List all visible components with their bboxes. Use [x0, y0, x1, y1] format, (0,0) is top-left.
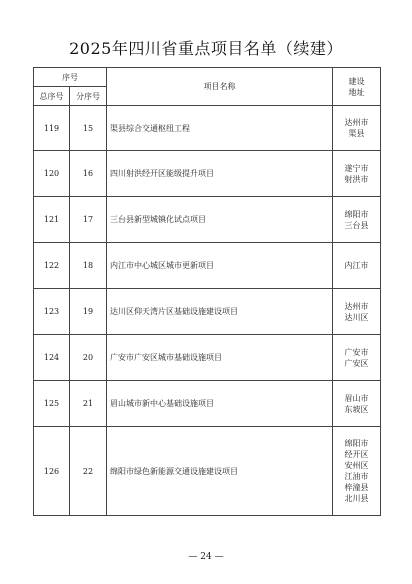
header-total-seq: 总序号: [34, 87, 70, 106]
total-seq-cell: 125: [34, 381, 70, 427]
project-name-cell: 内江市中心城区城市更新项目: [107, 243, 333, 289]
sub-seq-cell: 22: [70, 427, 107, 516]
project-name-cell: 广安市广安区城市基础设施项目: [107, 335, 333, 381]
total-seq-cell: 126: [34, 427, 70, 516]
total-seq-cell: 123: [34, 289, 70, 335]
sub-seq-cell: 15: [70, 106, 107, 151]
project-name-cell: 眉山城市新中心基础设施项目: [107, 381, 333, 427]
header-row-1: [34, 68, 381, 87]
location-cell: 绵阳市 经开区 安州区 江油市 梓潼县 北川县: [333, 427, 381, 516]
header-sub-seq: 分序号: [70, 87, 107, 106]
table-row: [34, 197, 381, 243]
table-row: [34, 151, 381, 197]
total-seq-cell: 120: [34, 151, 70, 197]
table-row: [34, 106, 381, 151]
location-cell: 达州市 达川区: [333, 289, 381, 335]
table-row: [34, 243, 381, 289]
location-cell: 内江市: [333, 243, 381, 289]
sub-seq-cell: 20: [70, 335, 107, 381]
table-row: [34, 381, 381, 427]
header-name: 项目名称: [107, 68, 333, 106]
total-seq-cell: 119: [34, 106, 70, 151]
total-seq-cell: 122: [34, 243, 70, 289]
total-seq-cell: 124: [34, 335, 70, 381]
sub-seq-cell: 18: [70, 243, 107, 289]
location-cell: 广安市 广安区: [333, 335, 381, 381]
header-seq: 序号: [34, 68, 107, 87]
sub-seq-cell: 17: [70, 197, 107, 243]
sub-seq-cell: 16: [70, 151, 107, 197]
project-name-cell: 渠县综合交通枢纽工程: [107, 106, 333, 151]
project-name-cell: 绵阳市绿色新能源交通设施建设项目: [107, 427, 333, 516]
project-name-cell: 四川射洪经开区能级提升项目: [107, 151, 333, 197]
project-name-cell: 达川区仰天湾片区基础设施建设项目: [107, 289, 333, 335]
location-cell: 达州市 渠县: [333, 106, 381, 151]
sub-seq-cell: 21: [70, 381, 107, 427]
table-row: [34, 427, 381, 516]
sub-seq-cell: 19: [70, 289, 107, 335]
page-title: 2025年四川省重点项目名单（续建）: [69, 39, 343, 58]
table-row: [34, 335, 381, 381]
table-row: [34, 289, 381, 335]
page-number: — 24 —: [188, 552, 224, 562]
total-seq-cell: 121: [34, 197, 70, 243]
project-table: [33, 67, 381, 516]
location-cell: 眉山市 东坡区: [333, 381, 381, 427]
project-name-cell: 三台县新型城镇化试点项目: [107, 197, 333, 243]
location-cell: 遂宁市 射洪市: [333, 151, 381, 197]
location-cell: 绵阳市 三台县: [333, 197, 381, 243]
header-location: 建设 地址: [333, 68, 381, 106]
